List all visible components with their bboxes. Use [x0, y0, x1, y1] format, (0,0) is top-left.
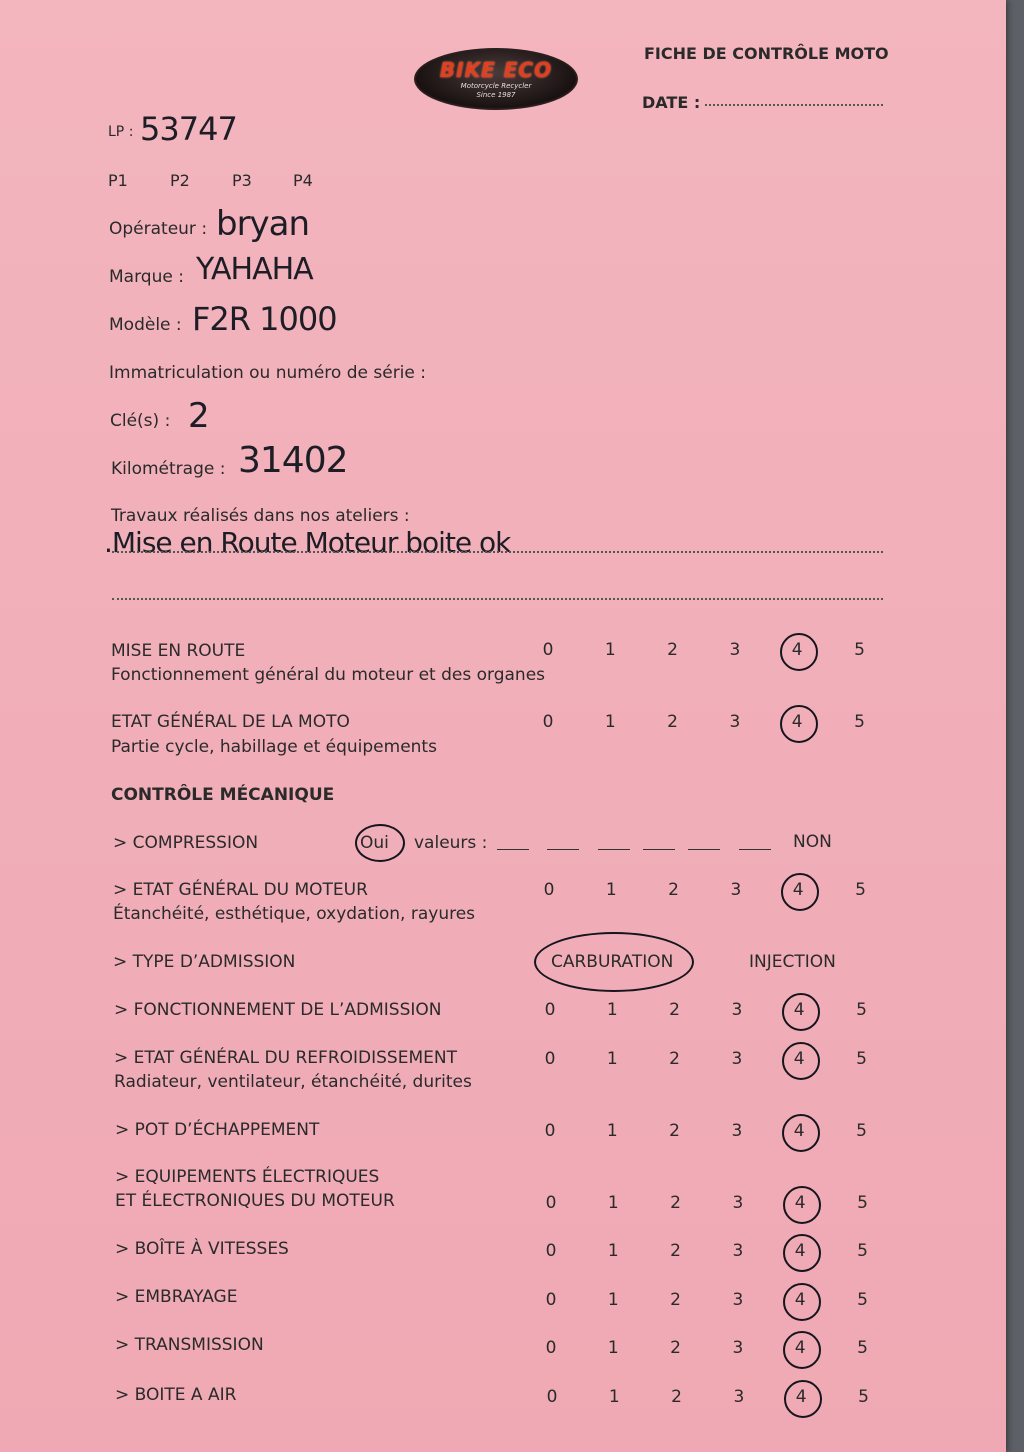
refroidissement-option-5[interactable]: 5 [856, 1049, 867, 1069]
operateur-label: Opérateur : [109, 219, 208, 239]
mise-en-route-option-4[interactable]: 4 [791, 640, 803, 660]
refroidissement-option-4[interactable]: 4 [793, 1049, 805, 1069]
compression-oui-circle [355, 824, 405, 862]
refroidissement-selected-circle [782, 1042, 820, 1080]
mise-en-route-option-1[interactable]: 1 [604, 640, 616, 660]
position-p3[interactable]: P3 [232, 171, 252, 190]
boite-vitesses-selected-circle [783, 1234, 821, 1272]
item-title: > ETAT GÉNÉRAL DU REFROIDISSEMENT [114, 1048, 457, 1068]
etat-moteur-option-2[interactable]: 2 [668, 880, 679, 900]
echappement-selected-circle [782, 1114, 820, 1152]
refroidissement-option-3[interactable]: 3 [731, 1049, 743, 1069]
position-p2[interactable]: P2 [170, 171, 190, 190]
item-sub: Radiateur, ventilateur, étanchéité, durites [114, 1072, 472, 1092]
electrique-selected-circle [783, 1186, 821, 1224]
etat-moteur-option-1[interactable]: 1 [605, 880, 617, 900]
operateur-value[interactable]: bryan [216, 204, 310, 244]
etat-moto-title: ETAT GÉNÉRAL DE LA MOTO [111, 712, 350, 732]
embrayage-option-4[interactable]: 4 [794, 1290, 806, 1310]
travaux-line-2[interactable] [112, 598, 883, 600]
etat-moto-option-0[interactable]: 0 [542, 712, 554, 732]
embrayage-option-0[interactable]: 0 [545, 1290, 557, 1310]
admission-option-4[interactable]: 4 [793, 1000, 805, 1020]
boite-a-air-option-5[interactable]: 5 [858, 1387, 869, 1407]
mise-en-route-option-2[interactable]: 2 [667, 640, 678, 660]
compression-oui[interactable]: Oui [360, 833, 389, 853]
admission-carburation[interactable]: CARBURATION [551, 952, 674, 972]
modele-value[interactable]: F2R 1000 [192, 300, 337, 338]
electrique-option-0[interactable]: 0 [545, 1193, 557, 1213]
lp-label: LP : [108, 124, 134, 140]
admission-carburation-circle [534, 932, 694, 992]
mise-en-route-option-3[interactable]: 3 [729, 640, 741, 660]
position-p1[interactable]: P1 [108, 171, 128, 190]
admission-label: > TYPE D’ADMISSION [113, 952, 296, 972]
echappement-option-3[interactable]: 3 [731, 1121, 743, 1141]
transmission-option-1[interactable]: 1 [607, 1338, 619, 1358]
item-title: > EMBRAYAGE [115, 1287, 238, 1307]
echappement-option-0[interactable]: 0 [544, 1121, 556, 1141]
mise-en-route-selected-circle [780, 633, 818, 671]
marque-label: Marque : [109, 267, 184, 287]
etat-moteur-option-0[interactable]: 0 [543, 880, 555, 900]
item-title: > BOÎTE À VITESSES [115, 1239, 289, 1259]
item-title: > BOITE A AIR [115, 1385, 237, 1405]
echappement-option-1[interactable]: 1 [606, 1121, 618, 1141]
bike-eco-logo [414, 48, 578, 110]
electrique-option-3[interactable]: 3 [732, 1193, 744, 1213]
boite-a-air-selected-circle [784, 1380, 822, 1418]
marque-value[interactable]: YAHAHA [196, 252, 313, 287]
refroidissement-option-1[interactable]: 1 [606, 1049, 618, 1069]
electrique-option-2[interactable]: 2 [670, 1193, 681, 1213]
etat-moto-option-4[interactable]: 4 [791, 712, 803, 732]
electrique-option-1[interactable]: 1 [607, 1193, 619, 1213]
compression-blank-6[interactable] [739, 849, 771, 850]
boite-vitesses-option-1[interactable]: 1 [607, 1241, 619, 1261]
compression-blank-3[interactable] [598, 849, 630, 850]
cles-label: Clé(s) : [110, 411, 171, 431]
boite-a-air-option-0[interactable]: 0 [546, 1387, 558, 1407]
admission-option-1[interactable]: 1 [606, 1000, 618, 1020]
logo-sub2: Since 1987 [476, 91, 516, 99]
refroidissement-option-0[interactable]: 0 [544, 1049, 556, 1069]
boite-vitesses-option-2[interactable]: 2 [670, 1241, 681, 1261]
mise-en-route-title: MISE EN ROUTE [111, 641, 246, 661]
boite-a-air-option-2[interactable]: 2 [671, 1387, 682, 1407]
boite-vitesses-option-5[interactable]: 5 [857, 1241, 868, 1261]
item-sub: ET ÉLECTRONIQUES DU MOTEUR [115, 1191, 395, 1211]
transmission-option-0[interactable]: 0 [545, 1338, 557, 1358]
transmission-option-4[interactable]: 4 [794, 1338, 806, 1358]
immat-label: Immatriculation ou numéro de série : [109, 363, 426, 383]
date-field[interactable] [705, 104, 883, 106]
cles-value[interactable]: 2 [188, 396, 209, 436]
etat-moto-option-3[interactable]: 3 [729, 712, 741, 732]
embrayage-option-2[interactable]: 2 [670, 1290, 681, 1310]
echappement-option-5[interactable]: 5 [856, 1121, 867, 1141]
etat-moteur-selected-circle [781, 873, 819, 911]
echappement-option-2[interactable]: 2 [669, 1121, 680, 1141]
etat-moto-selected-circle [780, 705, 818, 743]
transmission-option-5[interactable]: 5 [857, 1338, 868, 1358]
admission-option-5[interactable]: 5 [856, 1000, 867, 1020]
logo-sub1: Motorcycle Recycler [460, 82, 532, 90]
boite-vitesses-option-0[interactable]: 0 [545, 1241, 557, 1261]
lp-value[interactable]: 53747 [140, 110, 237, 148]
logo-brand: BIKE ECO [439, 58, 553, 82]
boite-vitesses-option-4[interactable]: 4 [794, 1241, 806, 1261]
embrayage-option-3[interactable]: 3 [732, 1290, 744, 1310]
etat-moteur-option-4[interactable]: 4 [792, 880, 804, 900]
transmission-option-2[interactable]: 2 [670, 1338, 681, 1358]
admission-option-3[interactable]: 3 [731, 1000, 743, 1020]
compression-non[interactable]: NON [793, 832, 832, 852]
transmission-selected-circle [783, 1331, 821, 1369]
form-title: FICHE DE CONTRÔLE MOTO [644, 44, 889, 63]
compression-blank-2[interactable] [547, 849, 579, 850]
etat-moto-option-2[interactable]: 2 [667, 712, 678, 732]
item-title: > EQUIPEMENTS ÉLECTRIQUES [115, 1167, 380, 1187]
etat-moteur-option-5[interactable]: 5 [855, 880, 866, 900]
boite-a-air-option-4[interactable]: 4 [795, 1387, 807, 1407]
travaux-line-1[interactable] [112, 551, 883, 553]
electrique-option-4[interactable]: 4 [794, 1193, 806, 1213]
controle-mecanique-title: CONTRÔLE MÉCANIQUE [111, 785, 335, 805]
modele-label: Modèle : [109, 315, 182, 335]
etat-moteur-title: > ETAT GÉNÉRAL DU MOTEUR [113, 880, 368, 900]
electrique-option-5[interactable]: 5 [857, 1193, 868, 1213]
admission-selected-circle [782, 993, 820, 1031]
km-value[interactable]: 31402 [238, 440, 348, 481]
boite-a-air-option-3[interactable]: 3 [733, 1387, 745, 1407]
position-p4[interactable]: P4 [293, 171, 313, 190]
km-label: Kilométrage : [111, 459, 226, 479]
item-title: > TRANSMISSION [115, 1335, 264, 1355]
compression-blank-5[interactable] [688, 849, 720, 850]
item-title: > FONCTIONNEMENT DE L’ADMISSION [114, 1000, 442, 1020]
etat-moto-option-1[interactable]: 1 [604, 712, 616, 732]
transmission-option-3[interactable]: 3 [732, 1338, 744, 1358]
embrayage-option-5[interactable]: 5 [857, 1290, 868, 1310]
compression-label: > COMPRESSION [113, 833, 259, 853]
etat-moto-option-5[interactable]: 5 [854, 712, 865, 732]
etat-moteur-option-3[interactable]: 3 [730, 880, 742, 900]
etat-moto-sub: Partie cycle, habillage et équipements [111, 737, 437, 757]
echappement-option-4[interactable]: 4 [793, 1121, 805, 1141]
item-title: > POT D’ÉCHAPPEMENT [115, 1120, 320, 1140]
mise-en-route-sub: Fonctionnement général du moteur et des organes [111, 665, 546, 685]
embrayage-selected-circle [783, 1283, 821, 1321]
mise-en-route-option-0[interactable]: 0 [542, 640, 554, 660]
admission-option-0[interactable]: 0 [544, 1000, 556, 1020]
compression-blank-1[interactable] [497, 849, 529, 850]
travaux-value[interactable]: .Mise en Route Moteur boite ok [104, 526, 511, 559]
compression-blank-4[interactable] [643, 849, 675, 850]
embrayage-option-1[interactable]: 1 [607, 1290, 619, 1310]
boite-a-air-option-1[interactable]: 1 [608, 1387, 620, 1407]
admission-option-2[interactable]: 2 [669, 1000, 680, 1020]
mise-en-route-option-5[interactable]: 5 [854, 640, 865, 660]
etat-moteur-sub: Étanchéité, esthétique, oxydation, rayures [113, 904, 476, 924]
compression-valeurs: valeurs : [414, 833, 488, 853]
travaux-label: Travaux réalisés dans nos ateliers : [111, 506, 410, 526]
boite-vitesses-option-3[interactable]: 3 [732, 1241, 744, 1261]
date-label: DATE : [642, 93, 701, 112]
refroidissement-option-2[interactable]: 2 [669, 1049, 680, 1069]
admission-injection[interactable]: INJECTION [749, 952, 836, 972]
